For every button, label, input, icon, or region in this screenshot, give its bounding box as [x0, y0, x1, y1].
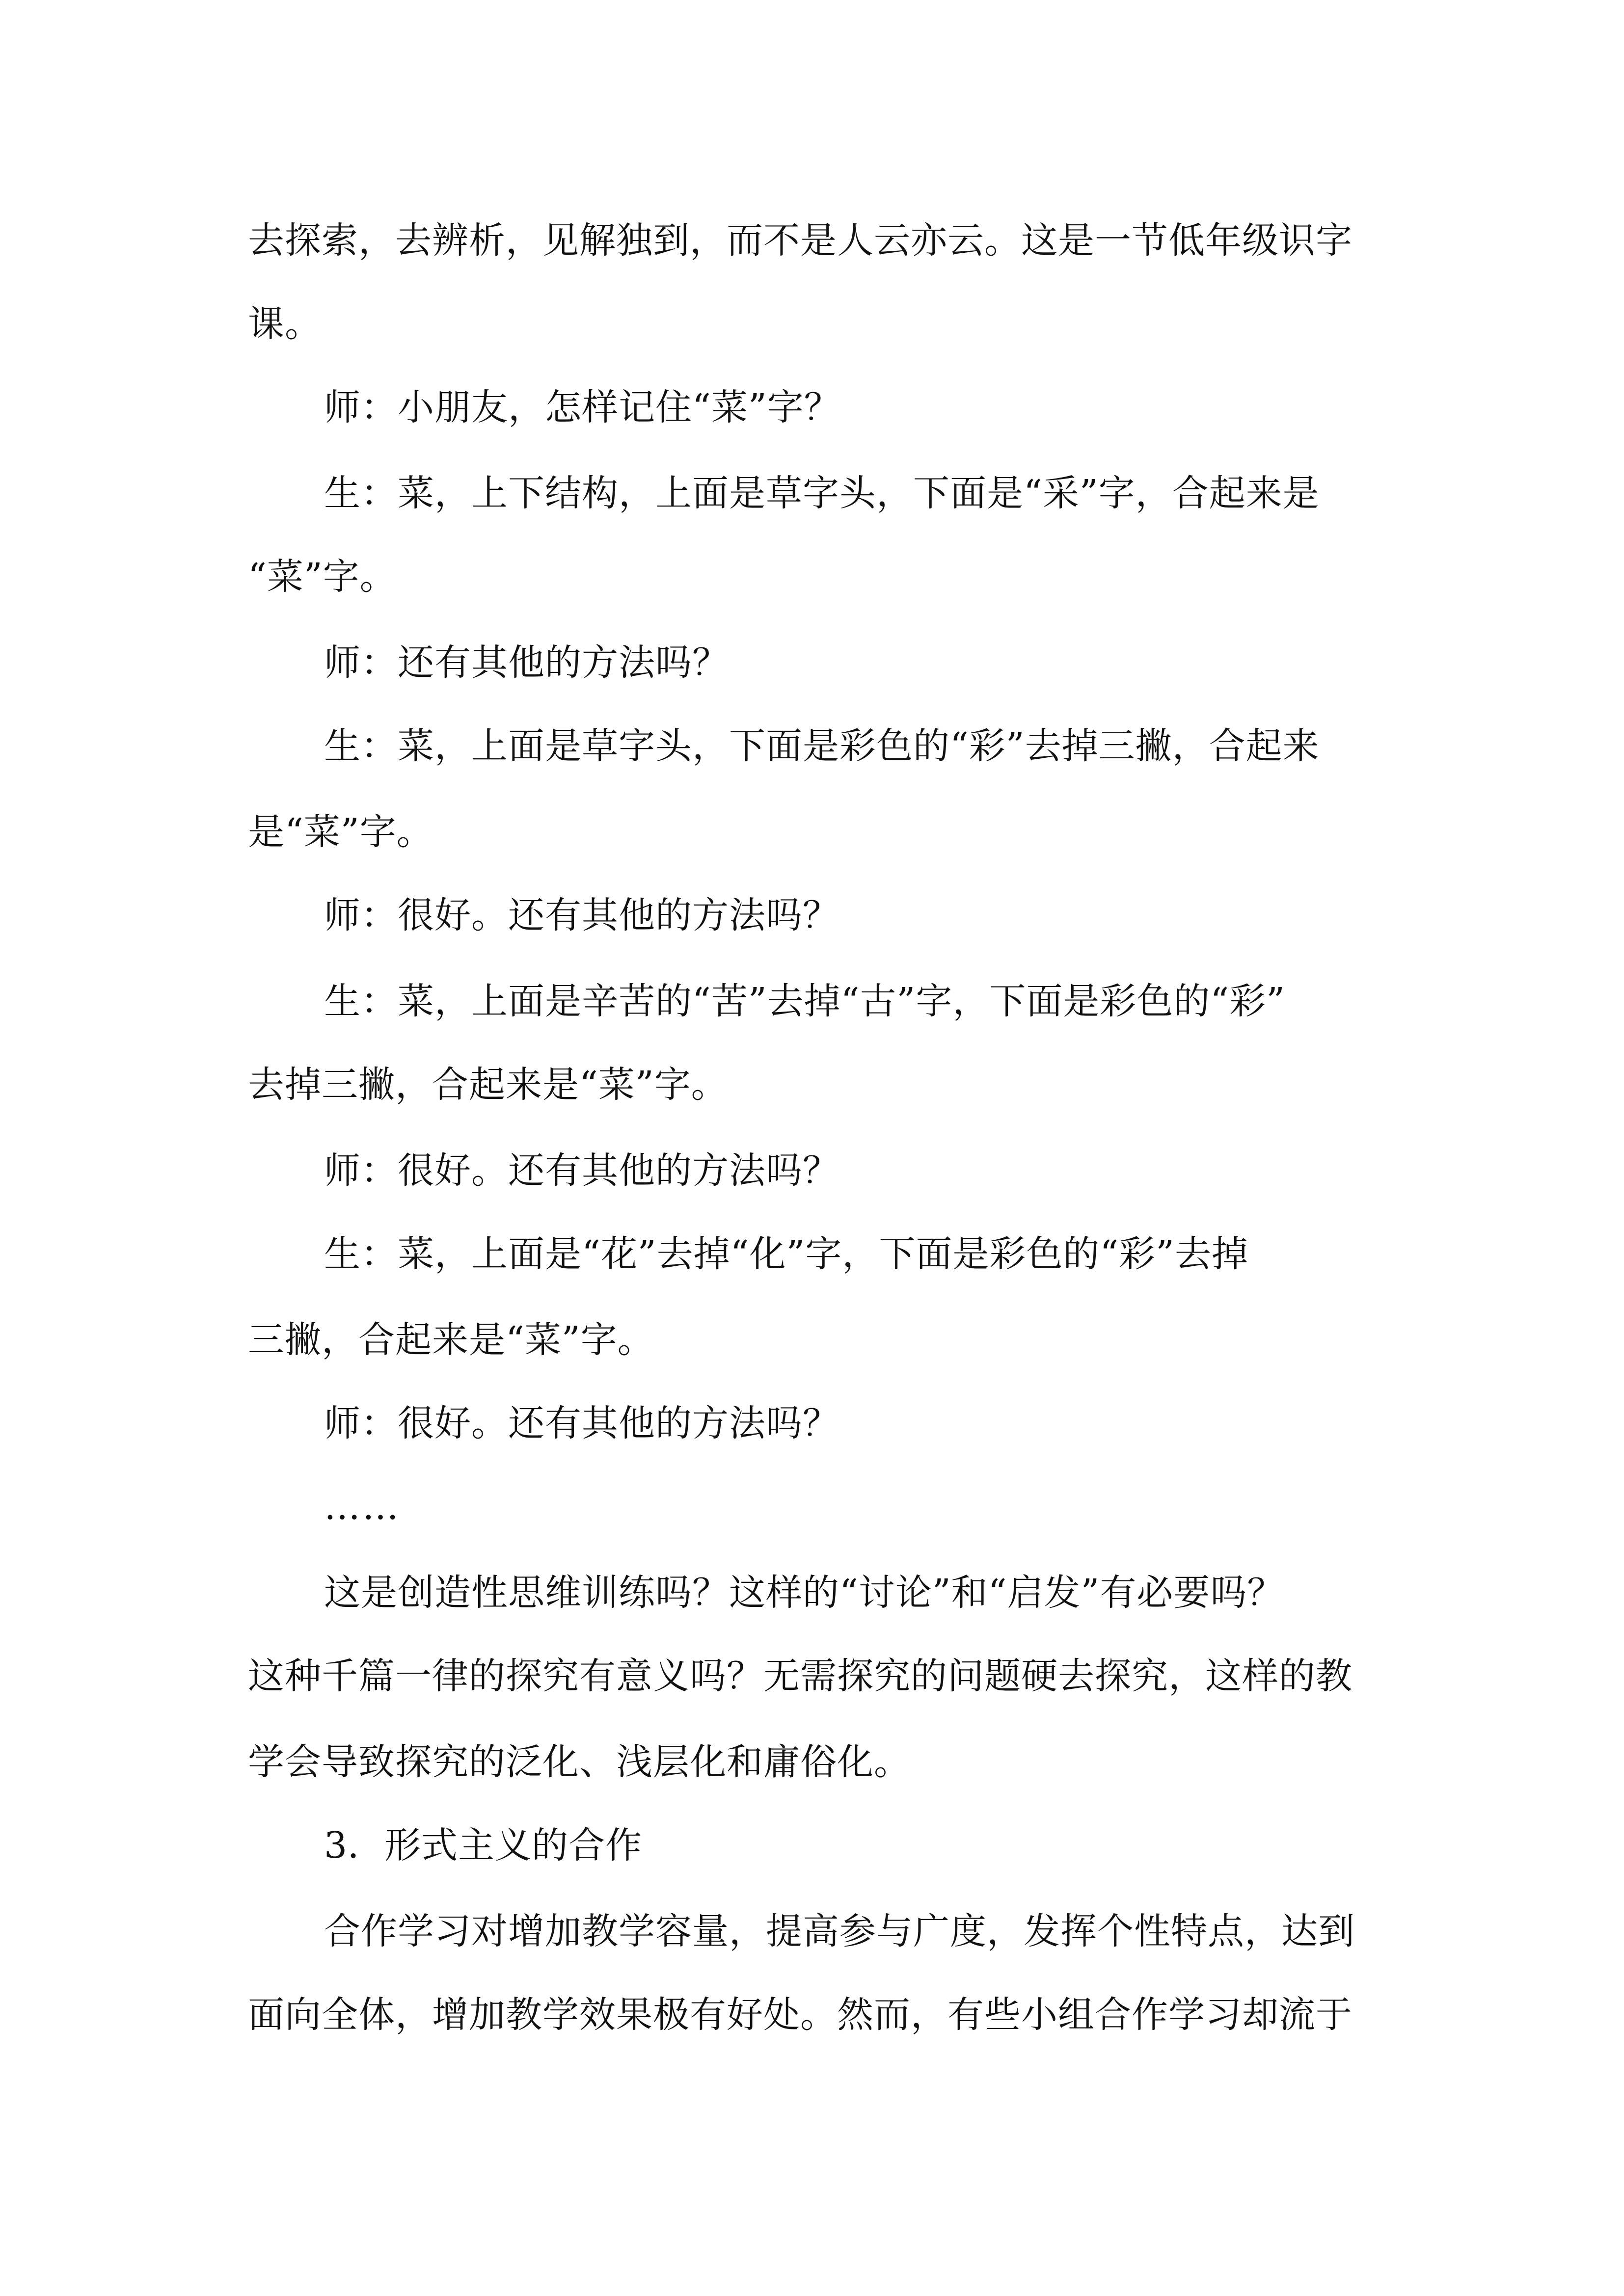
- dialogue-line: “菜”字。: [248, 556, 397, 598]
- paragraph-line: 面向全体，增加教学效果极有好处。然而，有些小组合作学习却流于: [248, 1994, 1353, 2036]
- ellipsis-line: ……: [324, 1486, 401, 1528]
- dialogue-line: 三撇，合起来是“菜”字。: [248, 1319, 654, 1361]
- paragraph-line: 合作学习对增加教学容量，提高参与广度，发挥个性特点，达到: [324, 1910, 1355, 1952]
- paragraph-line: 课。: [248, 303, 322, 345]
- dialogue-line: 师：很好。还有其他的方法吗？: [324, 1149, 839, 1192]
- dialogue-line: 生：菜，上面是“花”去掉“化”字，下面是彩色的“彩”去掉: [324, 1233, 1248, 1275]
- dialogue-line: 生：菜，上面是辛苦的“苦”去掉“古”字，下面是彩色的“彩”: [324, 980, 1285, 1022]
- dialogue-line: 生：菜，上下结构，上面是草字头，下面是“采”字，合起来是: [324, 472, 1320, 514]
- dialogue-line: 是“菜”字。: [248, 811, 433, 853]
- section-heading: 3．形式主义的合作: [324, 1824, 643, 1867]
- dialogue-line: 师：很好。还有其他的方法吗？: [324, 1402, 839, 1444]
- paragraph-line: 去探索，去辨析，见解独到，而不是人云亦云。这是一节低年级识字: [248, 219, 1353, 262]
- dialogue-line: 师：小朋友，怎样记住“菜”字？: [324, 386, 841, 428]
- dialogue-line: 去掉三撇，合起来是“菜”字。: [248, 1064, 728, 1106]
- dialogue-line: 师：还有其他的方法吗？: [324, 641, 729, 684]
- paragraph-line: 这是创造性思维训练吗？这样的“讨论”和“启发”有必要吗？: [324, 1572, 1284, 1614]
- dialogue-line: 生：菜，上面是草字头，下面是彩色的“彩”去掉三撇，合起来: [324, 725, 1320, 767]
- paragraph-line: 这种千篇一律的探究有意义吗？无需探究的问题硬去探究，这样的教: [248, 1655, 1353, 1697]
- dialogue-line: 师：很好。还有其他的方法吗？: [324, 894, 839, 936]
- paragraph-line: 学会导致探究的泛化、浅层化和庸俗化。: [248, 1741, 911, 1783]
